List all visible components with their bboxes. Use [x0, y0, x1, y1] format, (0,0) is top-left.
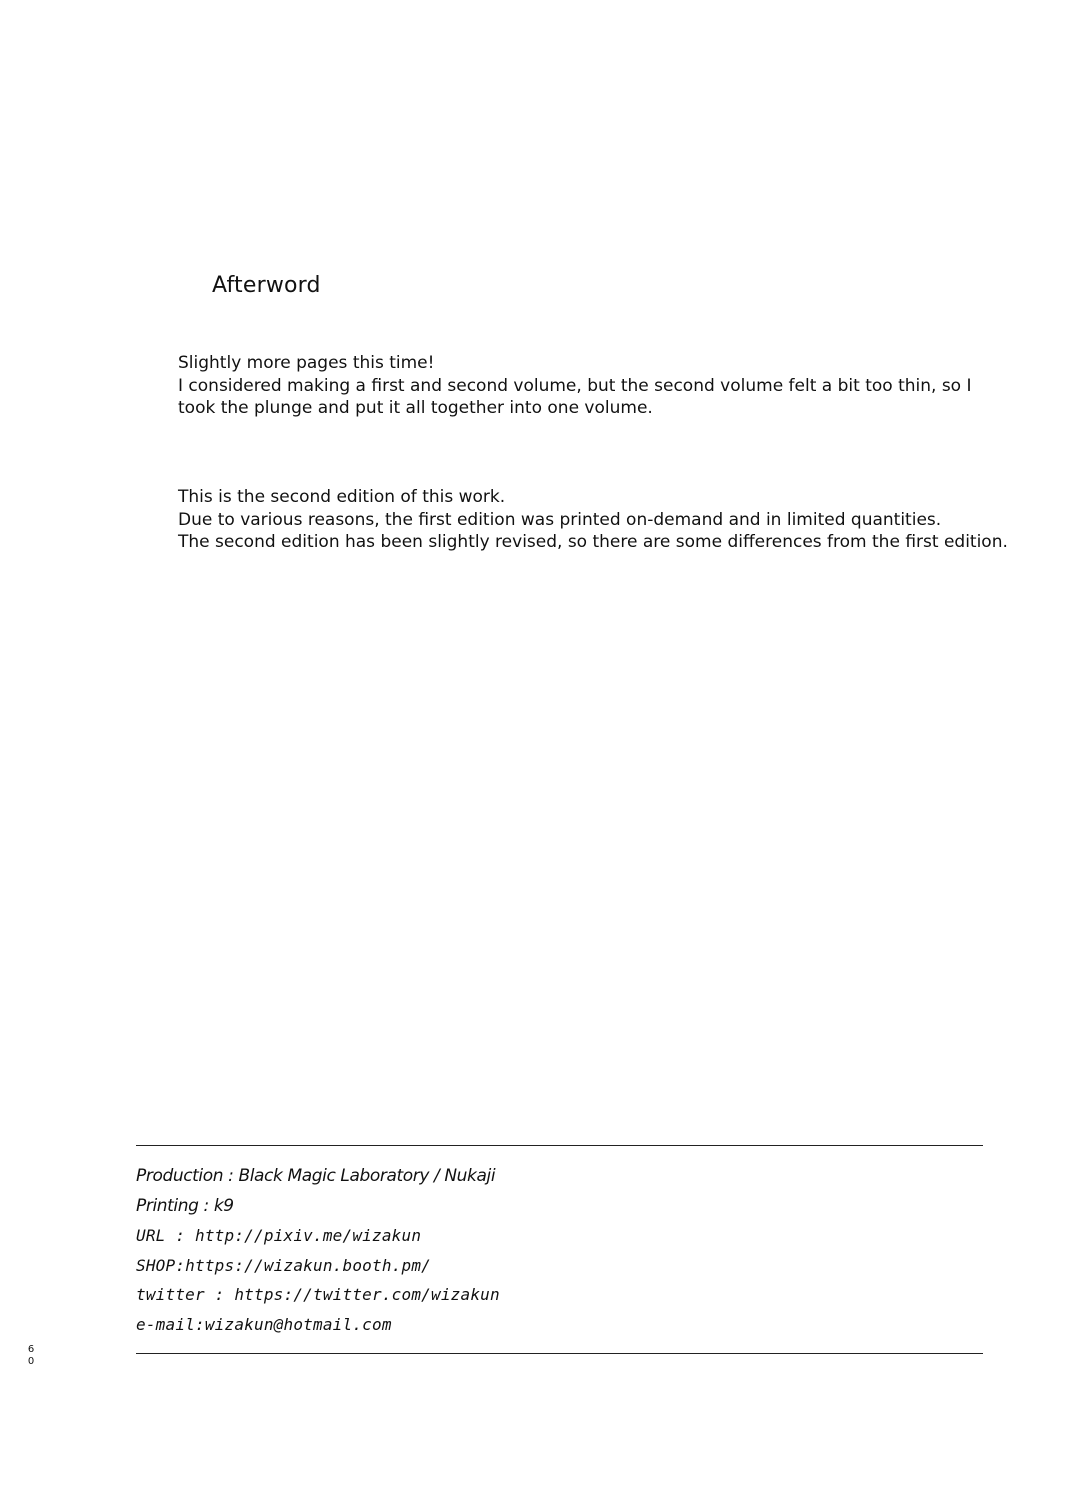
colophon-url: URL : http://pixiv.me/wizakun	[136, 1226, 422, 1246]
page-number-digit: 0	[27, 1356, 35, 1367]
colophon-divider-bottom	[136, 1353, 983, 1354]
paragraph-edition-note	[178, 486, 1008, 554]
paragraph-line: This is the second edition of this work.	[178, 487, 506, 507]
colophon-shop: SHOP:https://wizakun.booth.pm/	[136, 1255, 431, 1275]
paragraph-line: Slightly more pages this time!	[178, 353, 435, 373]
page-number	[27, 1344, 35, 1368]
colophon-printing: Printing : k9	[136, 1195, 234, 1216]
colophon	[136, 1162, 500, 1340]
colophon-production: Production : Black Magic Laboratory / Nukaji	[136, 1166, 496, 1186]
paragraph-line: took the plunge and put it all together into one volume.	[178, 398, 653, 418]
colophon-email: e-mail:wizakun@hotmail.com	[136, 1314, 392, 1334]
colophon-divider-top	[136, 1145, 983, 1146]
paragraph-line: The second edition has been slightly revised, so there are some differences from the first edition.	[178, 532, 1008, 552]
colophon-twitter: twitter : https://twitter.com/wizakun	[136, 1285, 500, 1305]
page-number-digit: 6	[27, 1344, 35, 1355]
paragraph-line: Due to various reasons, the first edition was printed on-demand and in limited quantities.	[178, 509, 942, 530]
paragraph-intro	[178, 352, 972, 420]
paragraph-line: I considered making a first and second volume, but the second volume felt a bit too thin, so I	[178, 375, 972, 396]
page-title: Afterword	[212, 273, 321, 298]
